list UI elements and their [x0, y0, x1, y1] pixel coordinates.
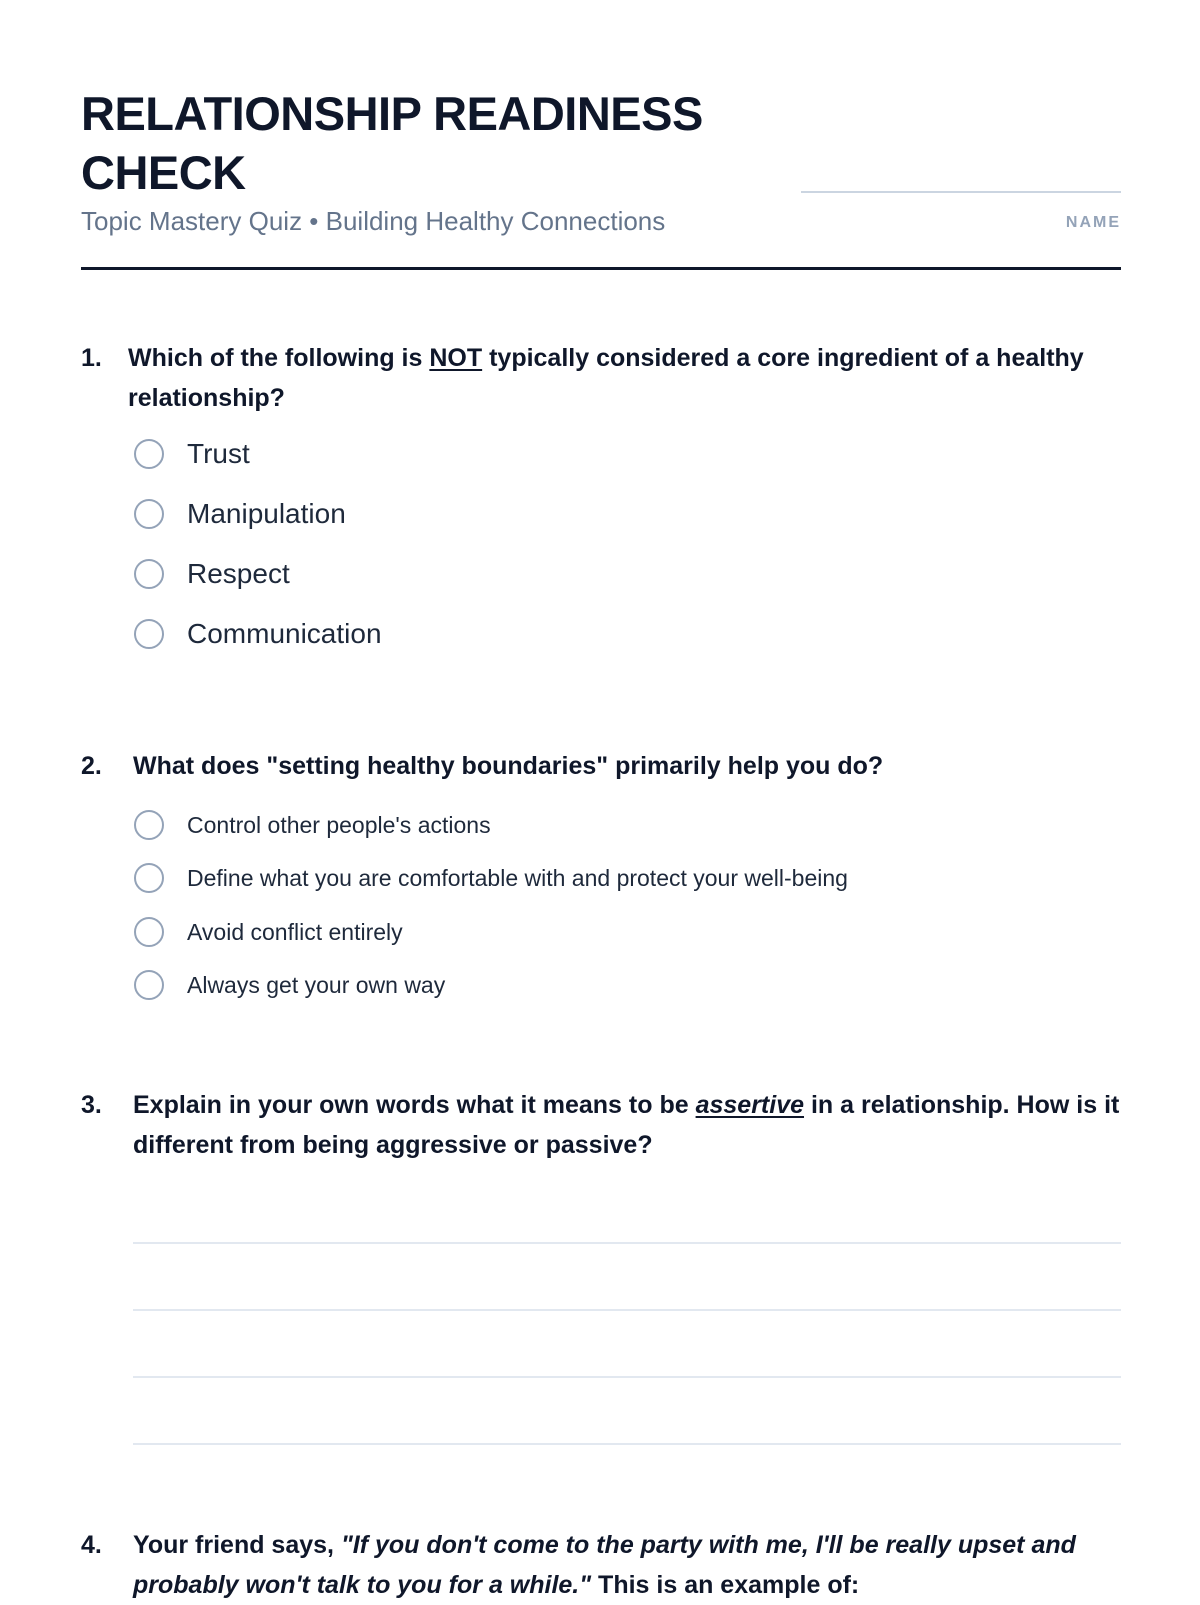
option-label: Always get your own way [187, 971, 446, 998]
radio-button[interactable] [134, 810, 164, 840]
radio-button[interactable] [134, 559, 164, 589]
question-text: Which of the following is NOT typically considered a core ingredient of a healthy relationship? [128, 344, 1084, 412]
answer-line[interactable] [133, 1376, 1121, 1378]
answer-line[interactable] [133, 1242, 1121, 1244]
quiz-header [81, 0, 1121, 270]
radio-button[interactable] [134, 917, 164, 947]
option-communication[interactable] [134, 618, 382, 650]
answer-line[interactable] [133, 1443, 1121, 1445]
option-manipulation[interactable] [134, 498, 346, 530]
radio-button[interactable] [134, 970, 164, 1000]
emphasis-assertive: assertive [695, 1091, 805, 1119]
option-label: Control other people's actions [187, 811, 491, 838]
option-avoid-conflict[interactable] [134, 917, 403, 947]
radio-button[interactable] [134, 499, 164, 529]
option-trust[interactable] [134, 438, 250, 470]
emphasis-not: NOT [429, 344, 483, 372]
radio-button[interactable] [134, 439, 164, 469]
option-label: Define what you are comfortable with and protect your well-being [187, 864, 848, 891]
question-text: Your friend says, "If you don't come to the party with me, I'll be really upset and probably won't talk to you for a while." This is an example of: [133, 1531, 1076, 1599]
option-label: Communication [187, 618, 382, 649]
question-text: What does "setting healthy boundaries" primarily help you do? [133, 752, 884, 780]
option-label: Avoid conflict entirely [187, 918, 403, 945]
question-number: 2. [81, 752, 102, 780]
name-label: NAME [1065, 214, 1121, 231]
question-text: Explain in your own words what it means to be assertive in a relationship. How is it different from being aggressive or passive? [133, 1091, 1120, 1159]
quoted-statement: "If you don't come to the party with me, I'll be really upset and probably won't talk to you for a while." [133, 1531, 1076, 1599]
question-number: 4. [81, 1531, 102, 1559]
question-number: 1. [81, 344, 102, 372]
radio-button[interactable] [134, 619, 164, 649]
option-define-comfort[interactable] [134, 863, 848, 893]
option-label: Respect [187, 558, 290, 589]
option-label: Manipulation [187, 498, 346, 529]
option-own-way[interactable] [134, 970, 445, 1000]
option-control-others[interactable] [134, 810, 491, 840]
option-label: Trust [187, 438, 250, 469]
radio-button[interactable] [134, 863, 164, 893]
page-title: RELATIONSHIP READINESS CHECK [81, 87, 703, 199]
quiz-page [81, 0, 1121, 1599]
page-subtitle: Topic Mastery Quiz • Building Healthy Connections [81, 206, 666, 236]
question-number: 3. [81, 1091, 102, 1119]
name-field[interactable] [801, 191, 1121, 193]
answer-line[interactable] [133, 1309, 1121, 1311]
option-respect[interactable] [134, 558, 290, 590]
